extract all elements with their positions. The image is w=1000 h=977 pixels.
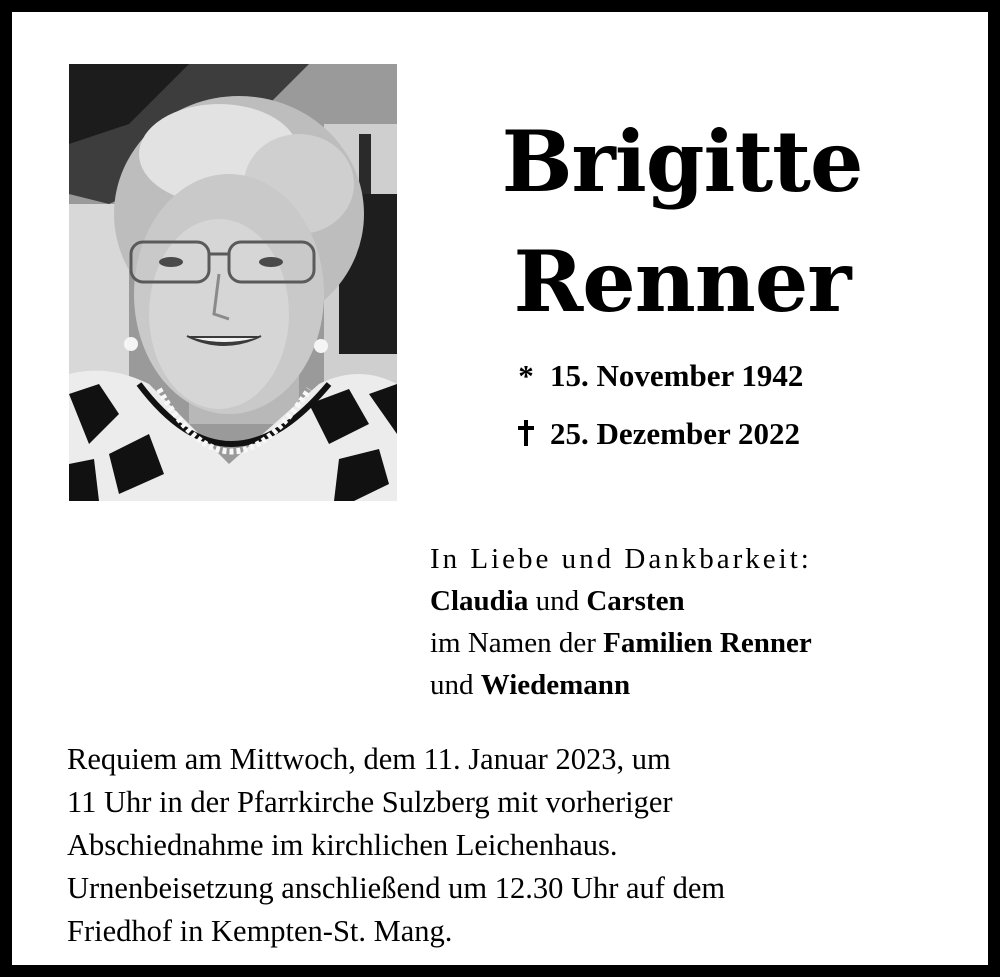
cross-icon	[512, 416, 540, 452]
death-date: 25. Dezember 2022	[550, 416, 800, 451]
last-name: Renner	[513, 232, 851, 331]
portrait-photo	[69, 64, 397, 501]
birth-date: 15. November 1942	[550, 358, 804, 393]
mourner-name-carsten: Carsten	[586, 585, 685, 617]
birth-date-line	[512, 358, 803, 394]
service-line: Requiem am Mittwoch, dem 11. Januar 2023, um	[67, 742, 671, 776]
mourners-line-1	[430, 580, 812, 622]
first-name: Brigitte	[501, 112, 863, 211]
service-info	[67, 738, 725, 953]
mourners-prefix: im Namen der	[430, 627, 604, 659]
mourners-line-3	[430, 664, 812, 706]
birth-symbol: *	[518, 358, 534, 393]
service-line: 11 Uhr in der Pfarrkirche Sulzberg mit vorheriger	[67, 785, 673, 819]
mourners-line-2	[430, 622, 812, 664]
service-line: Urnenbeisetzung anschließend um 12.30 Uhr auf dem	[67, 871, 726, 905]
mourners-intro: In Liebe und Dankbarkeit:	[430, 543, 812, 575]
service-line: Friedhof in Kempten-St. Mang.	[67, 914, 453, 948]
portrait-image	[69, 64, 397, 501]
mourners-prefix-2: und	[430, 669, 481, 701]
death-date-line	[512, 416, 800, 452]
family-wiedemann: Wiedemann	[480, 669, 631, 701]
mourner-name-claudia: Claudia	[430, 585, 529, 617]
mourners-conjunction: und	[528, 585, 587, 617]
family-renner: Familien Renner	[603, 627, 812, 659]
service-line: Abschiednahme im kirchlichen Leichenhaus.	[67, 828, 618, 862]
mourners-block	[430, 538, 812, 706]
